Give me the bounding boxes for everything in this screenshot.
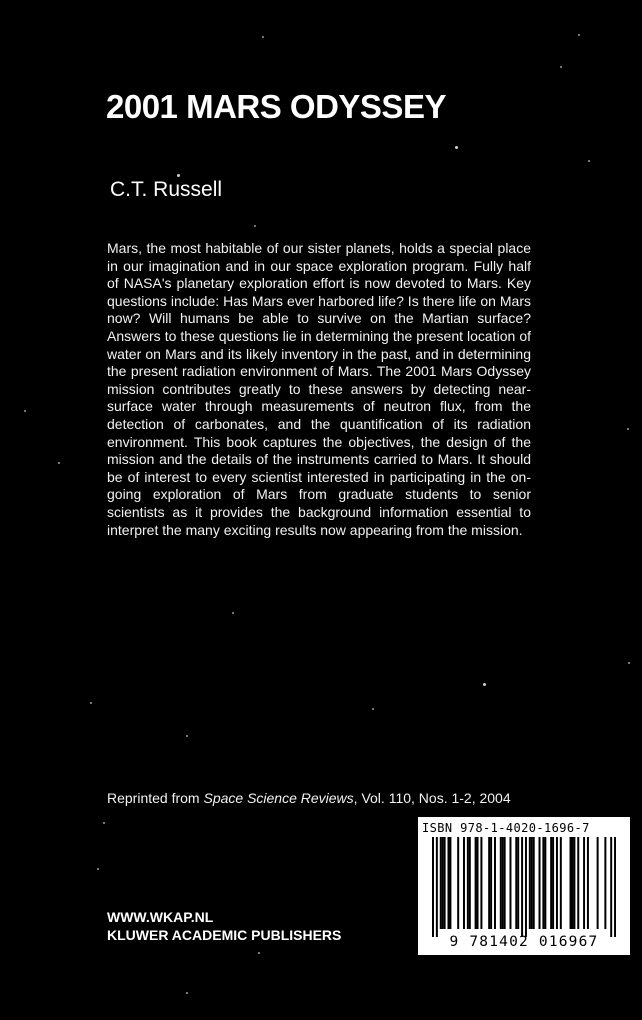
barcode-bar — [442, 837, 444, 929]
publisher-url: WWW.WKAP.NL — [107, 909, 214, 925]
barcode-bar — [587, 837, 589, 929]
barcode-bar — [573, 837, 575, 929]
star — [578, 34, 580, 36]
barcode-bar — [539, 837, 541, 929]
barcode-bar — [610, 837, 612, 937]
star — [177, 174, 180, 177]
barcode-bar — [531, 837, 533, 929]
publisher-name: KLUWER ACADEMIC PUBLISHERS — [107, 927, 342, 943]
barcode-bar — [480, 837, 482, 929]
book-title: 2001 MARS ODYSSEY — [106, 88, 446, 125]
barcode-bar — [597, 837, 599, 929]
star — [483, 683, 486, 686]
barcode-bar — [542, 837, 544, 929]
barcode-bar — [544, 837, 546, 929]
barcode-bar — [469, 837, 471, 929]
barcode-bar — [449, 837, 451, 929]
barcode-bar — [577, 837, 579, 929]
barcode-bar — [490, 837, 492, 929]
reprint-notice — [107, 790, 511, 806]
barcode-bar — [447, 837, 449, 929]
barcode-bar — [432, 837, 434, 937]
barcode-bar — [467, 837, 469, 929]
star — [103, 822, 105, 824]
reprint-suffix: , Vol. 110, Nos. 1-2, 2004 — [353, 790, 511, 806]
publisher-block — [107, 908, 341, 944]
star — [258, 952, 260, 954]
star — [254, 225, 256, 227]
star — [627, 428, 629, 430]
barcode-bar — [477, 837, 479, 929]
star — [262, 36, 264, 38]
barcode-bar — [436, 837, 438, 937]
book-author: C.T. Russell — [110, 178, 223, 201]
barcode-bar — [583, 837, 585, 929]
barcode-bar — [552, 837, 554, 929]
barcode-bar — [525, 837, 527, 937]
star — [560, 66, 562, 68]
barcode-bar — [521, 837, 523, 937]
barcode-bar — [488, 837, 490, 929]
barcode-bar — [509, 837, 511, 929]
barcode-bar — [550, 837, 552, 929]
back-cover-blurb: Mars, the most habitable of our sister planets, holds a special place in our imagination and in our space exploration program. Fully half of NASA's planetary exploration effort is now devoted to Mars. Key questions include: Has Mars ever harbored life? Is there life on Mars now? Will humans be able to survive on the Martian surface? Answers to these questions lie in determining the present location of water on Mars and its likely inventory in the past, and in determining the present radiation environment of Mars. The 2001 Mars Odyssey mission contributes greatly to these answers by detecting near-surface water through measurements of neutron flux, from the detection of carbonates, and the quantification of its radiation environment. This book captures the objectives, the design of the mission and the details of the instruments carried to Mars. It should be of interest to every scientist interested in participating in the on-going exploration of Mars from graduate students to senior scientists as it provides the background information essential to interpret the many exciting results now appearing from the mission. — [107, 240, 531, 538]
barcode-bar — [463, 837, 465, 929]
star — [372, 708, 374, 710]
ean-digits: 9 781402 016967 — [449, 934, 599, 950]
isbn-barcode — [418, 817, 630, 955]
barcode-bar — [533, 837, 535, 929]
barcode-bar — [475, 837, 477, 929]
star — [588, 160, 590, 162]
isbn-label: ISBN 978-1-4020-1696-7 — [422, 821, 590, 835]
barcode-bar — [457, 837, 459, 929]
barcode-bar — [515, 837, 517, 929]
barcode-bar — [570, 837, 572, 929]
barcode-bar — [560, 837, 562, 929]
barcode-bars — [432, 837, 616, 937]
star — [24, 410, 26, 412]
barcode-bar — [440, 837, 442, 929]
reprint-prefix: Reprinted from — [107, 790, 204, 806]
star — [232, 612, 234, 614]
star — [90, 702, 92, 704]
barcode-bar — [604, 837, 606, 929]
star — [455, 146, 458, 149]
barcode-bar — [444, 837, 446, 929]
barcode-bar — [500, 837, 502, 929]
star — [186, 735, 188, 737]
barcode-bar — [504, 837, 506, 929]
star — [58, 462, 60, 464]
barcode-bar — [529, 837, 531, 929]
barcode-bar — [494, 837, 496, 929]
barcode-bar — [571, 837, 573, 929]
star — [186, 992, 188, 994]
barcode-bar — [502, 837, 504, 929]
barcode-bar — [556, 837, 558, 929]
star — [97, 868, 99, 870]
journal-name: Space Science Reviews — [203, 790, 354, 806]
star — [628, 662, 630, 664]
barcode-bar — [517, 837, 519, 929]
barcode-bar — [614, 837, 616, 937]
